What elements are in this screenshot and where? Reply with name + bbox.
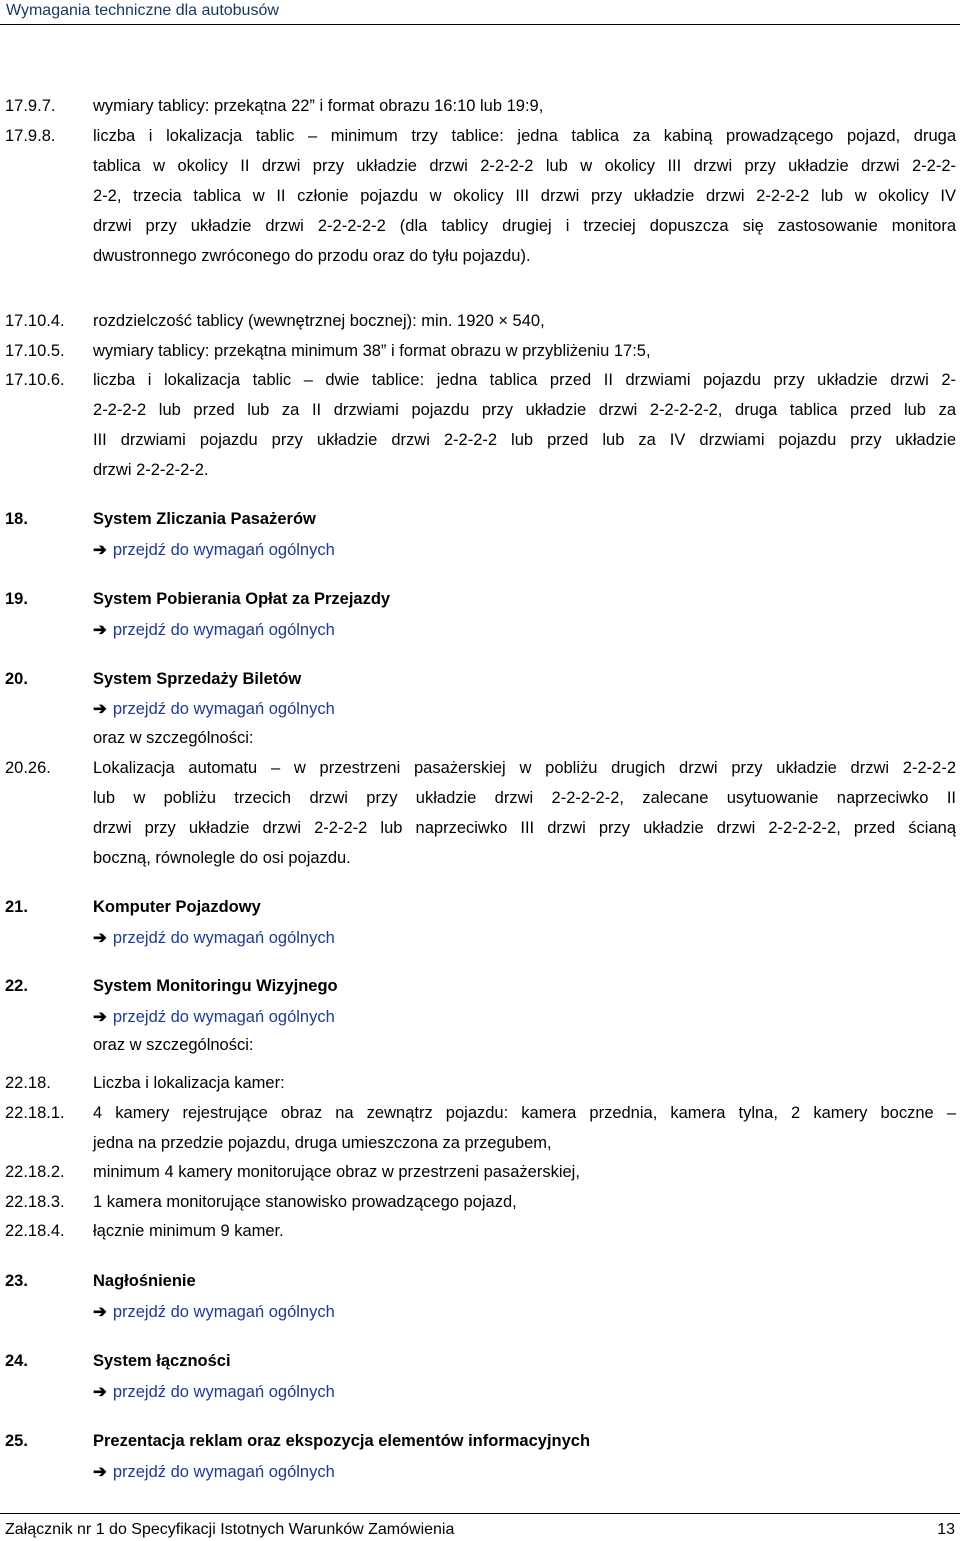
link-text: przejdź do wymagań ogólnych — [112, 1303, 335, 1321]
general-requirements-link[interactable] — [93, 699, 335, 719]
section-number: 20. — [5, 670, 28, 688]
arrow-right-icon: ➔ — [93, 1008, 107, 1026]
text-line: lub w pobliżu trzecich drzwi przy układzie drzwi 2-2-2-2-2, zalecane usytuowanie naprzeciwko II — [93, 789, 956, 807]
link-text: przejdź do wymagań ogólnych — [112, 1463, 335, 1481]
page-footer — [0, 1513, 960, 1541]
arrow-right-icon: ➔ — [93, 1383, 107, 1401]
footer-text: Załącznik nr 1 do Specyfikacji Istotnych Warunków Zamówienia — [5, 1521, 455, 1538]
link-text: przejdź do wymagań ogólnych — [112, 929, 335, 947]
item-text — [93, 1098, 956, 1158]
item-number: 22.18.1. — [5, 1104, 65, 1122]
item-number: 17.9.7. — [5, 97, 56, 115]
item-text: 1 kamera monitorujące stanowisko prowadzącego pojazd, — [93, 1193, 517, 1211]
section-title: System łączności — [93, 1352, 231, 1370]
arrow-right-icon: ➔ — [93, 700, 107, 718]
item-text: minimum 4 kamery monitorujące obraz w przestrzeni pasażerskiej, — [93, 1163, 580, 1181]
text-line: tablica w okolicy II drzwi przy układzie drzwi 2-2-2-2 lub w okolicy III drzwi przy układzie drzwi 2-2-2- — [93, 157, 956, 175]
item-number: 22.18. — [5, 1074, 51, 1092]
section-number: 22. — [5, 977, 28, 995]
section-number: 21. — [5, 898, 28, 916]
section-title: Komputer Pojazdowy — [93, 898, 261, 916]
section-number: 25. — [5, 1432, 28, 1450]
general-requirements-link[interactable] — [93, 1007, 335, 1027]
text-line: liczba i lokalizacja tablic – dwie tablice: jedna tablica przed II drzwiami pojazdu przy układzie drzwi 2- — [93, 371, 956, 389]
arrow-right-icon: ➔ — [93, 929, 107, 947]
section-title: Nagłośnienie — [93, 1272, 196, 1290]
arrow-right-icon: ➔ — [93, 1303, 107, 1321]
item-number: 22.18.3. — [5, 1193, 65, 1211]
item-text — [93, 121, 956, 271]
item-text: Liczba i lokalizacja kamer: — [93, 1074, 285, 1092]
section-title: System Sprzedaży Biletów — [93, 670, 302, 688]
text-line: drzwi 2-2-2-2-2. — [93, 461, 209, 479]
link-text: przejdź do wymagań ogólnych — [112, 1383, 335, 1401]
text-line: Lokalizacja automatu – w przestrzeni pasażerskiej w pobliżu drugich drzwi przy układzie drzwi 2-2-2-2 — [93, 759, 956, 777]
arrow-right-icon: ➔ — [93, 621, 107, 639]
item-number: 17.10.6. — [5, 371, 65, 389]
item-number: 20.26. — [5, 759, 51, 777]
item-text: rozdzielczość tablicy (wewnętrznej bocznej): min. 1920 × 540, — [93, 312, 545, 330]
item-text: wymiary tablicy: przekątna 22” i format obrazu 16:10 lub 19:9, — [93, 97, 544, 115]
general-requirements-link[interactable] — [93, 1382, 335, 1402]
text-line: dwustronnego zwróconego do przodu oraz do tyłu pojazdu). — [93, 247, 531, 265]
section-title: System Pobierania Opłat za Przejazdy — [93, 590, 391, 608]
section-number: 19. — [5, 590, 28, 608]
link-text: przejdź do wymagań ogólnych — [112, 700, 335, 718]
text-line: 4 kamery rejestrujące obraz na zewnątrz pojazdu: kamera przednia, kamera tylna, 2 kamery boczne – — [93, 1104, 956, 1122]
item-text — [93, 365, 956, 485]
text-line: drzwi przy układzie drzwi 2-2-2-2-2 (dla tablicy drugiej i trzeciej dopuszcza się zastosowanie monitora — [93, 217, 956, 235]
link-text: przejdź do wymagań ogólnych — [112, 1008, 335, 1026]
item-text: wymiary tablicy: przekątna minimum 38” i format obrazu w przybliżeniu 17:5, — [93, 342, 651, 360]
item-number: 17.10.5. — [5, 342, 65, 360]
general-requirements-link[interactable] — [93, 1462, 335, 1482]
arrow-right-icon: ➔ — [93, 1463, 107, 1481]
section-title: Prezentacja reklam oraz ekspozycja elementów informacyjnych — [93, 1432, 591, 1450]
general-requirements-link[interactable] — [93, 928, 335, 948]
text-line: drzwi przy układzie drzwi 2-2-2-2 lub naprzeciwko III drzwi przy układzie drzwi 2-2-2-2-2, przed ścianą — [93, 819, 956, 837]
text-line: 2-2-2-2 lub przed lub za II drzwiami pojazdu przy układzie drzwi 2-2-2-2-2, druga tablica przed lub za — [93, 401, 956, 419]
note-text: oraz w szczególności: — [93, 729, 254, 747]
section-title: System Zliczania Pasażerów — [93, 510, 316, 528]
page-number: 13 — [937, 1521, 955, 1538]
section-title: System Monitoringu Wizyjnego — [93, 977, 338, 995]
note-text: oraz w szczególności: — [93, 1036, 254, 1054]
item-text: łącznie minimum 9 kamer. — [93, 1222, 284, 1240]
item-number: 17.10.4. — [5, 312, 65, 330]
item-number: 17.9.8. — [5, 127, 56, 145]
general-requirements-link[interactable] — [93, 1302, 335, 1322]
section-number: 23. — [5, 1272, 28, 1290]
section-number: 18. — [5, 510, 28, 528]
link-text: przejdź do wymagań ogólnych — [112, 621, 335, 639]
text-line: jedna na przedzie pojazdu, druga umieszczona za przegubem, — [93, 1134, 552, 1152]
item-text — [93, 753, 956, 873]
text-line: 2-2, trzecia tablica w II członie pojazdu w okolicy III drzwi przy układzie drzwi 2-2-2-2 lub w okolicy IV — [93, 187, 956, 205]
link-text: przejdź do wymagań ogólnych — [112, 541, 335, 559]
item-number: 22.18.2. — [5, 1163, 65, 1181]
general-requirements-link[interactable] — [93, 620, 335, 640]
document-title: Wymagania techniczne dla autobusów — [6, 2, 279, 19]
arrow-right-icon: ➔ — [93, 541, 107, 559]
text-line: liczba i lokalizacja tablic – minimum trzy tablice: jedna tablica za kabiną prowadzącego pojazd, druga — [93, 127, 956, 145]
page-header — [0, 0, 960, 25]
text-line: III drzwiami pojazdu przy układzie drzwi 2-2-2-2 lub przed lub za IV drzwiami pojazdu przy układzie — [93, 431, 956, 449]
text-line: boczną, równolegle do osi pojazdu. — [93, 849, 351, 867]
section-number: 24. — [5, 1352, 28, 1370]
item-number: 22.18.4. — [5, 1222, 65, 1240]
general-requirements-link[interactable] — [93, 540, 335, 560]
